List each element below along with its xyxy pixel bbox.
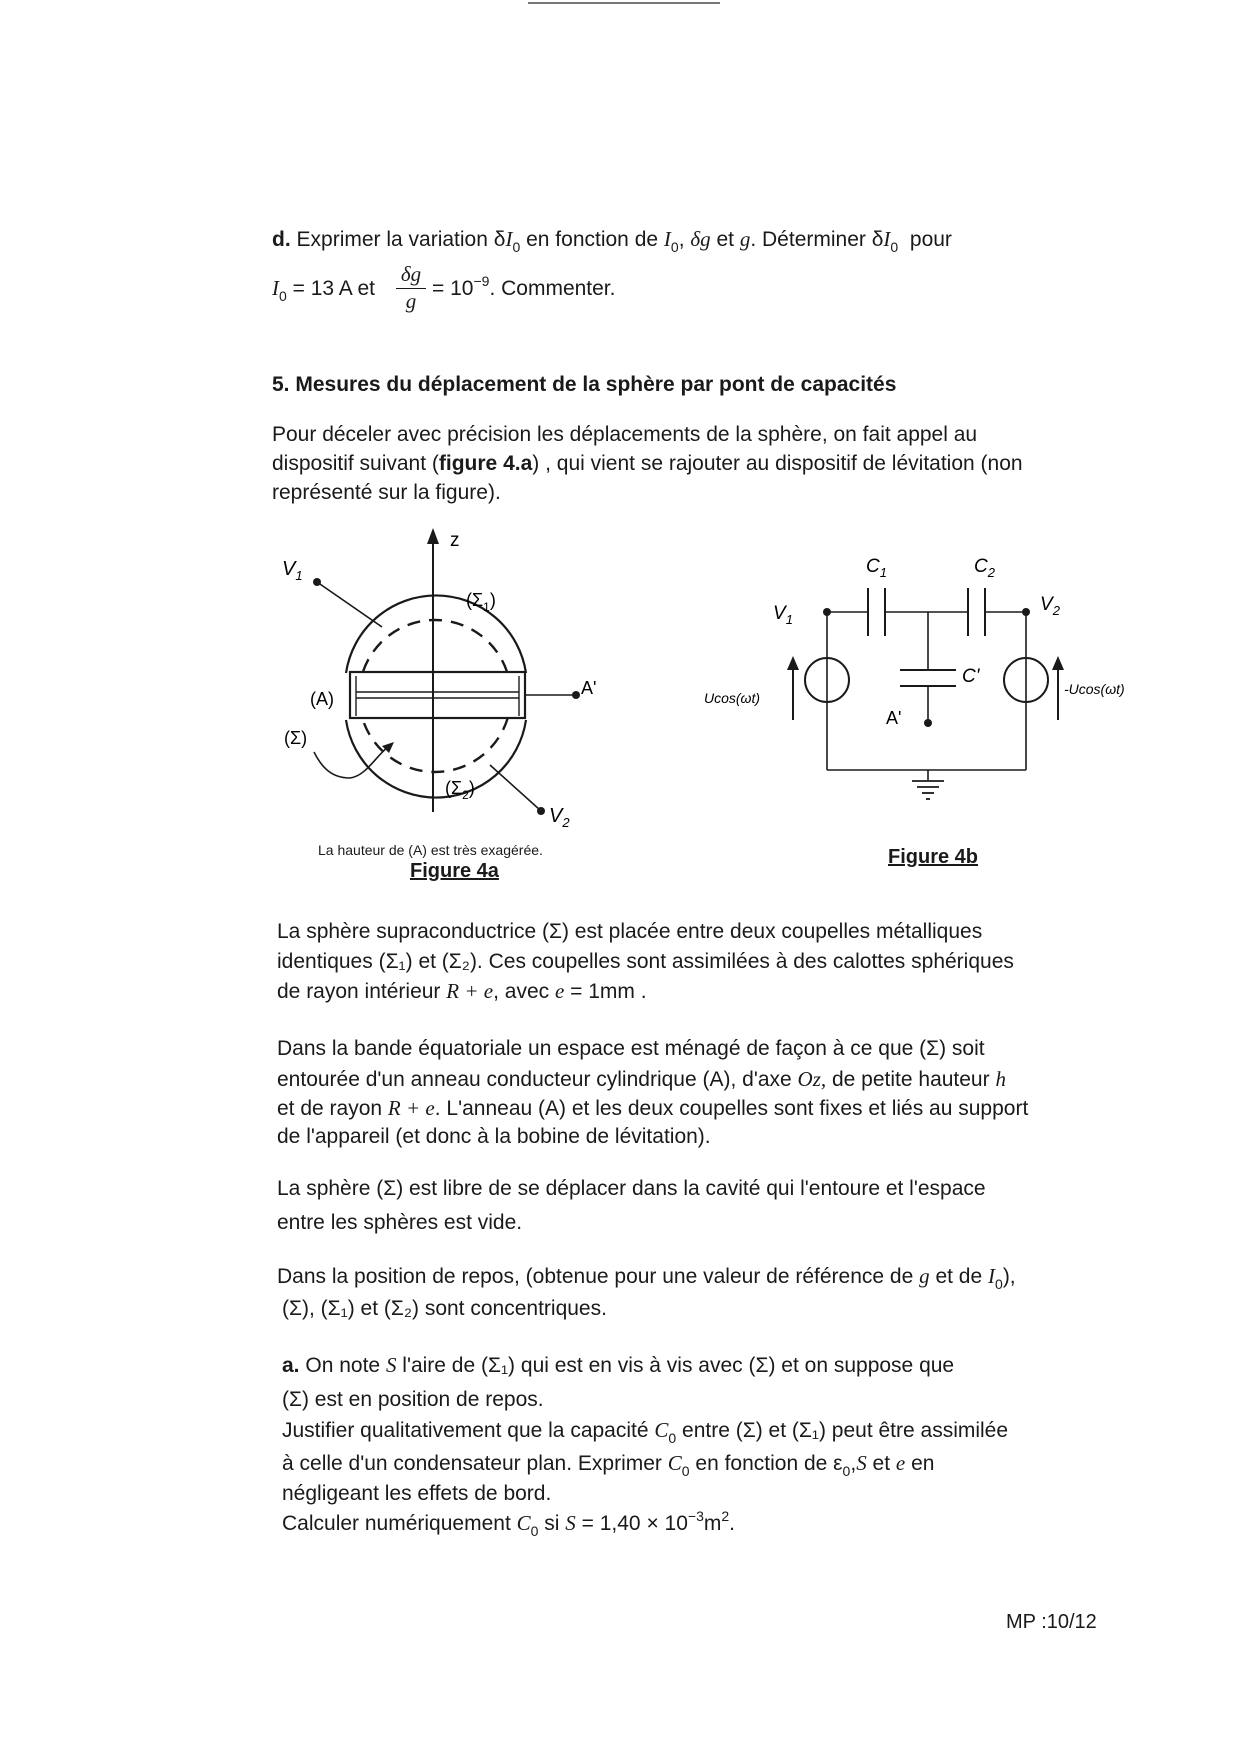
question-a-line2: (Σ) est en position de repos. <box>282 1388 544 1411</box>
z-axis-arrow-icon <box>427 528 439 544</box>
paragraph-2-line2: entourée d'un anneau conducteur cylindrique (A), d'axe Oz, de petite hauteur h <box>277 1067 1006 1091</box>
section-5-intro-line1: Pour déceler avec précision les déplacements de la sphère, on fait appel au <box>272 423 978 446</box>
question-a-line5: négligeant les effets de bord. <box>282 1482 552 1505</box>
figure-4b-caption: Figure 4b <box>888 846 979 868</box>
page-number: MP :10/12 <box>1006 1611 1097 1633</box>
label-v1: $V_1$ <box>282 558 303 583</box>
terminal-a-prime-dot <box>572 691 580 699</box>
label-v1: $V_1$ <box>773 603 793 627</box>
leader-sigma <box>314 747 388 778</box>
question-a-line1: a. On note S l'aire de (Σ₁) qui est en vis à vis avec (Σ) et on suppose que <box>282 1353 955 1377</box>
scan-artifact-line <box>528 2 720 4</box>
paragraph-4-line1: Dans la position de repos, (obtenue pour une valeur de référence de g et de $I_0$), <box>277 1264 1016 1292</box>
source-right-arrow-icon <box>1052 656 1064 670</box>
paragraph-1-line3: de rayon intérieur R + e, avec e = 1mm . <box>277 979 647 1003</box>
question-a-line6: Calculer numériquement $C_0$ si $S = 1,40 \times 10^{-3}m^2$. <box>282 1508 736 1539</box>
figure-4a <box>270 520 650 880</box>
question-d-line1: d. Exprimer la variation $\delta I_0$ en fonction de $I_0$, δg et g. Déterminer $\delta I_0$ pour <box>272 227 952 255</box>
lead-v1 <box>317 582 382 627</box>
paragraph-2-line4: de l'appareil (et donc à la bobine de lévitation). <box>277 1125 711 1148</box>
label-v2: $V_2$ <box>549 805 570 830</box>
question-d-line2: $I_0 = 13$ A et <box>272 276 375 304</box>
cup-sigma1 <box>346 595 526 673</box>
section-5-intro-line2: dispositif suivant (figure 4.a) , qui vient se rajouter au dispositif de lévitation (non <box>272 452 1023 475</box>
label-source-left: Ucos(ωt) <box>704 690 761 706</box>
figure-4a-caption: Figure 4a <box>410 860 499 882</box>
label-sigma: (Σ) <box>284 728 308 748</box>
terminal-v2-dot <box>537 807 545 815</box>
question-a-line3: Justifier qualitativement que la capacité $C_0$ entre (Σ) et (Σ₁) peut être assimilée <box>282 1418 1009 1446</box>
figure-4b <box>700 548 1160 828</box>
label-c1: $C_1$ <box>866 556 887 580</box>
terminal-a-prime-dot <box>924 719 932 727</box>
section-5-intro-line3: représenté sur la figure). <box>272 481 501 504</box>
source-left-arrow-icon <box>787 656 799 670</box>
paragraph-3-line2: entre les sphères est vide. <box>277 1211 523 1234</box>
paragraph-2-line3: et de rayon R + e. L'anneau (A) et les deux coupelles sont fixes et liés au support <box>277 1096 1029 1120</box>
lead-v2 <box>490 765 540 810</box>
paragraph-1-line1: La sphère supraconductrice (Σ) est placée entre deux coupelles métalliques <box>277 920 983 943</box>
label-c2: $C_2$ <box>974 556 995 580</box>
label-sigma2: $(\Sigma_2)$ <box>445 778 475 802</box>
ring-a <box>350 672 525 718</box>
question-a-label: a. <box>282 1354 300 1377</box>
paragraph-4-line2: (Σ), (Σ₁) et (Σ₂) sont concentriques. <box>282 1297 607 1320</box>
label-a-prime: A' <box>581 678 597 698</box>
label-c-prime: C' <box>962 666 980 687</box>
question-d-label: d. <box>272 228 291 251</box>
paragraph-3-line1: La sphère (Σ) est libre de se déplacer dans la cavité qui l'entoure et l'espace <box>277 1177 986 1200</box>
cup-sigma2 <box>346 720 526 798</box>
z-axis-label: z <box>450 530 460 551</box>
figure-4a-note: La hauteur de (A) est très exagérée. <box>318 842 543 858</box>
label-sigma1: $(\Sigma_1)$ <box>466 590 496 614</box>
label-source-right: -Ucos(ωt) <box>1064 681 1125 697</box>
section-5-heading: 5. Mesures du déplacement de la sphère par pont de capacités <box>272 373 897 396</box>
label-a-prime: A' <box>886 708 902 728</box>
question-d-line2-tail: = $10^{-9}$. Commenter. <box>432 273 616 300</box>
paragraph-2-line1: Dans la bande équatoriale un espace est ménagé de façon à ce que (Σ) soit <box>277 1037 985 1060</box>
label-v2: $V_2$ <box>1040 594 1060 618</box>
question-a-line4: à celle d'un condensateur plan. Exprimer $C_0$ en fonction de $\varepsilon_0,S$ et e en <box>282 1451 935 1479</box>
paragraph-1-line2: identiques (Σ₁) et (Σ₂). Ces coupelles sont assimilées à des calottes sphériques <box>277 950 1014 973</box>
label-ring-a: (A) <box>310 689 334 709</box>
fraction-dg-over-g: δg g <box>396 264 426 312</box>
